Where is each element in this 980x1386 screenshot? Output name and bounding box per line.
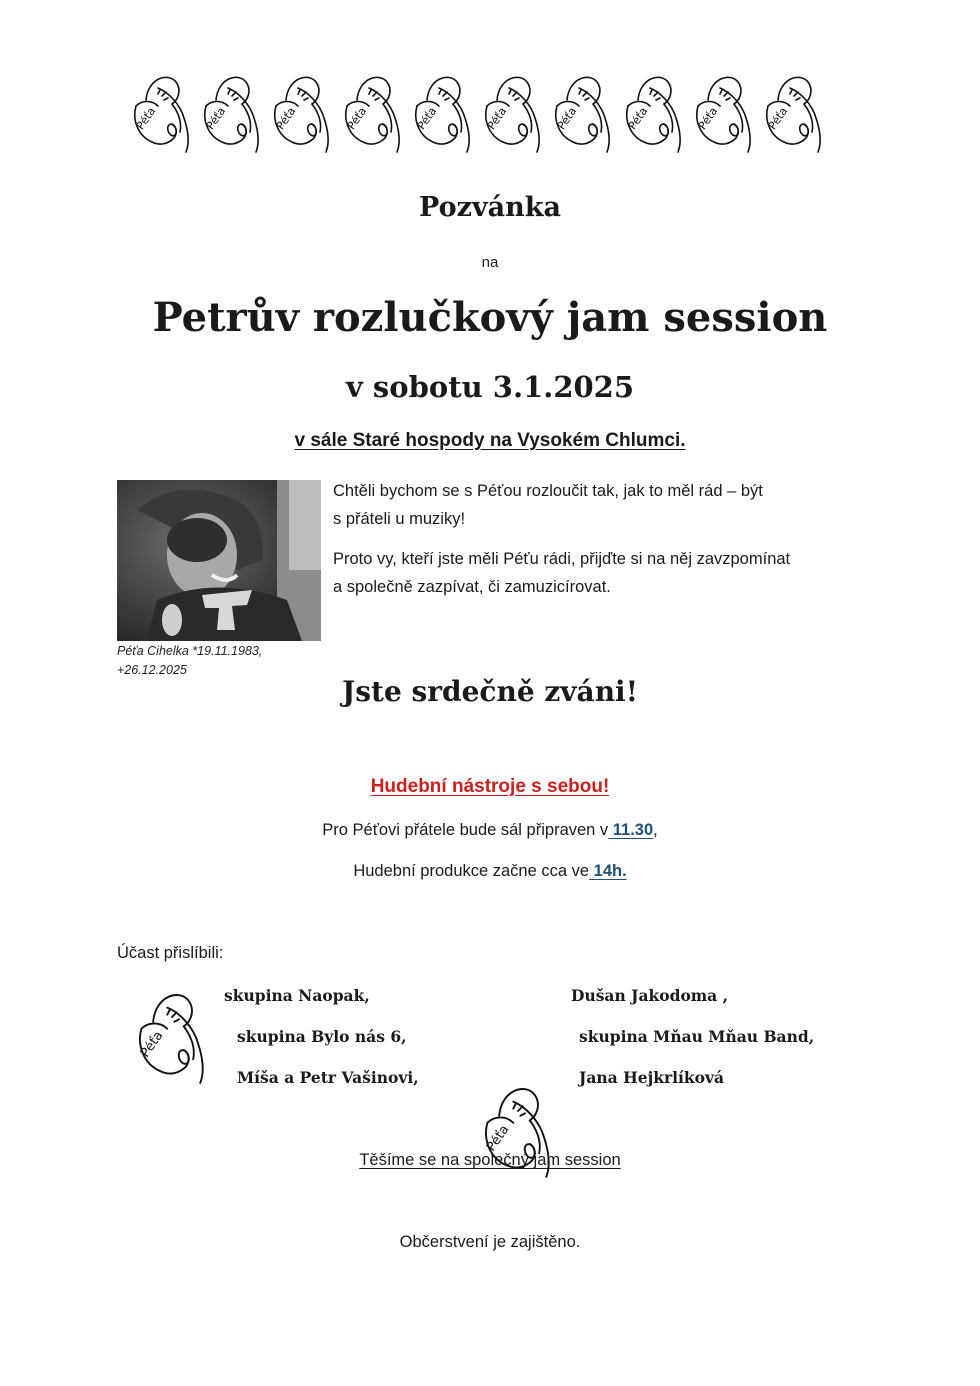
performer-item: Dušan Jakodoma , bbox=[571, 986, 729, 1005]
hand-logo-icon bbox=[128, 70, 196, 156]
hand-logo-text: Péťa bbox=[274, 104, 299, 133]
hall-ready-line bbox=[0, 821, 980, 840]
instruments-notice-text: Hudební nástroje s sebou! bbox=[370, 776, 610, 797]
music-start-time[interactable]: 14h. bbox=[589, 862, 627, 880]
intro-text bbox=[333, 477, 863, 613]
memorial-photo bbox=[117, 480, 321, 641]
hand-logo-text: Péťa bbox=[137, 1028, 167, 1061]
event-date: v sobotu 3.1.2025 bbox=[345, 370, 635, 404]
hand-logo-text: Péťa bbox=[133, 104, 159, 133]
welcome-heading: Jste srdečně zváni! bbox=[342, 675, 638, 708]
hand-logo-text: Péťa bbox=[625, 104, 650, 133]
closing-line bbox=[0, 1151, 980, 1170]
event-venue bbox=[0, 430, 980, 452]
hand-logo-icon bbox=[479, 70, 547, 156]
hand-logo-icon bbox=[549, 70, 617, 156]
photo-caption-line1: Péťa Cihelka *19.11.1983, bbox=[117, 644, 263, 658]
hand-logo-icon bbox=[198, 70, 266, 156]
hall-ready-time[interactable]: 11.30 bbox=[608, 821, 654, 839]
performer-item: skupina Mňau Mňau Band, bbox=[579, 1027, 815, 1046]
photo-caption-line2: +26.12.2025 bbox=[117, 663, 187, 677]
performer-item: skupina Naopak, bbox=[224, 986, 370, 1005]
hand-logo-text: Péťa bbox=[695, 104, 721, 133]
hand-logo-text: Péťa bbox=[344, 104, 369, 133]
hand-logo-icon bbox=[268, 70, 336, 156]
invitation-na: na bbox=[481, 254, 499, 271]
event-title: Petrův rozlučkový jam session bbox=[152, 294, 828, 341]
hand-logo-text: Péťa bbox=[204, 104, 229, 133]
hall-ready-suffix: , bbox=[653, 821, 658, 839]
hall-ready-text: Pro Péťovi přátele bude sál připraven v bbox=[322, 821, 609, 839]
hand-logo-text: Péťa bbox=[484, 104, 510, 133]
closing-line-text: Těšíme se na společný jam session bbox=[359, 1151, 621, 1169]
instruments-notice bbox=[0, 776, 980, 798]
hand-logo-text: Péťa bbox=[765, 104, 791, 133]
hand-logo-text: Péťa bbox=[483, 1122, 513, 1155]
hand-logo-icon bbox=[620, 70, 688, 156]
hand-logo-icon bbox=[760, 70, 828, 156]
intro-paragraph-2 bbox=[333, 545, 863, 601]
intro-p1-line2: s přáteli u muziky! bbox=[333, 510, 466, 528]
event-venue-text: v sále Staré hospody na Vysokém Chlumci. bbox=[294, 430, 686, 451]
hand-logo-icon bbox=[132, 985, 212, 1089]
performer-item: Míša a Petr Vašinovi, bbox=[237, 1068, 419, 1087]
hand-logo-icon bbox=[409, 70, 477, 156]
performer-item: Jana Hejkrlíková bbox=[579, 1068, 725, 1087]
refreshments-note: Občerstvení je zajištěno. bbox=[399, 1233, 581, 1251]
intro-p2-line2: a společně zazpívat, či zamuzicírovat. bbox=[333, 578, 611, 596]
music-start-line bbox=[0, 862, 980, 881]
hand-logo-strip bbox=[128, 70, 828, 158]
performer-item: skupina Bylo nás 6, bbox=[237, 1027, 407, 1046]
hand-logo-icon bbox=[690, 70, 758, 156]
invitation-heading: Pozvánka bbox=[419, 192, 561, 223]
hand-logo-text: Péťa bbox=[555, 104, 580, 133]
intro-p2-line1: Proto vy, kteří jste měli Péťu rádi, přijďte si na něj zavzpomínat bbox=[333, 550, 791, 568]
hand-logo-icon bbox=[339, 70, 407, 156]
hand-logo-text: Péťa bbox=[414, 104, 440, 133]
intro-p1-line1: Chtěli bychom se s Péťou rozloučit tak, jak to měl rád – být bbox=[333, 482, 763, 500]
music-start-text: Hudební produkce začne cca ve bbox=[353, 862, 590, 880]
intro-paragraph-1 bbox=[333, 477, 863, 533]
promised-label: Účast přislíbili: bbox=[117, 944, 224, 962]
